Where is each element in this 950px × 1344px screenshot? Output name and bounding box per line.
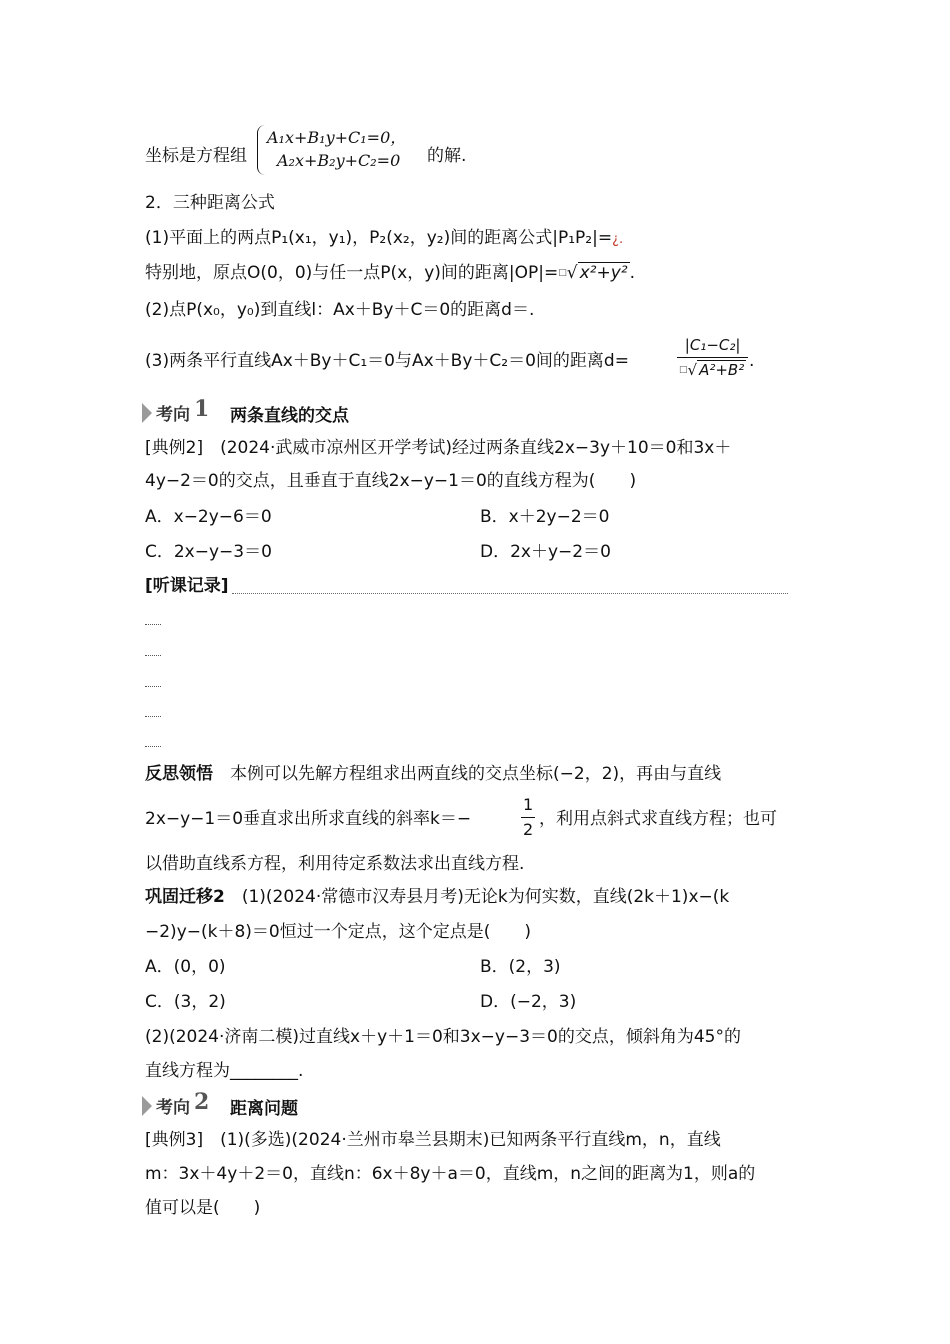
formula-3-fraction <box>677 333 748 382</box>
system-label: 坐标是方程组 <box>145 146 247 166</box>
system-equation-1: A₁x+B₁y+C₁=0， <box>267 128 407 147</box>
notes-dots-3 <box>145 686 161 687</box>
heading-title: 距离问题 <box>230 1099 298 1119</box>
section-title: 2．三种距离公式 <box>145 193 275 213</box>
notes-dots-1 <box>145 624 161 625</box>
left-brace <box>257 125 266 175</box>
notes-label: [听课记录] <box>145 576 229 596</box>
example-3-line-3: 值可以是( ) <box>145 1198 261 1218</box>
formula-parallel-lines <box>145 337 810 385</box>
option-a: A．x−2y−6＝0 <box>145 507 272 527</box>
example-2-options-row-2 <box>145 540 810 564</box>
option-b: B．(2，3) <box>480 957 561 977</box>
heading-tag: 考向 <box>156 1098 190 1118</box>
option-c: C．(3，2) <box>145 992 226 1012</box>
period: . <box>749 351 755 371</box>
practice-2-q2-line-1: (2)(2024·济南二模)过直线x＋y＋1＝0和3x−y−3＝0的交点，倾斜角为45°的 <box>145 1027 741 1047</box>
fraction-denominator: 2 <box>523 820 534 839</box>
example-3-line-2: m：3x＋4y＋2＝0，直线n：6x＋8y＋a＝0，直线m，n之间的距离为1，则a的 <box>145 1164 756 1184</box>
sqrt-expression: x²+y² <box>579 263 628 283</box>
formula-1-placeholder-glyph: ¿. <box>612 232 624 247</box>
notes-dots-4 <box>145 716 161 717</box>
notes-rule <box>232 593 788 594</box>
heading-number: 1 <box>194 396 210 422</box>
system-tail: 的解. <box>427 146 467 166</box>
triangle-icon <box>142 403 152 423</box>
heading-tag: 考向 <box>156 405 190 425</box>
section-heading-1 <box>142 396 642 426</box>
practice-2-line-2: −2)y−(k＋8)＝0恒过一个定点，这个定点是( ) <box>145 922 532 942</box>
formula-distance-two-points <box>145 226 810 252</box>
notes-dots-2 <box>145 655 161 656</box>
option-d: D．(−2，3) <box>480 992 577 1012</box>
reflection-line-1 <box>145 762 810 786</box>
formula-1-text: (1)平面上的两点P₁(x₁，y₁)，P₂(x₂，y₂)间的距离公式|P₁P₂|= <box>145 228 613 248</box>
reflection-line-3: 以借助直线系方程，利用待定系数法求出直线方程. <box>145 854 525 874</box>
practice-2-line-1 <box>145 885 810 909</box>
example-2-options-row-1 <box>145 505 810 529</box>
formula-3-denominator: □√ A²+B² <box>679 361 745 379</box>
option-a: A．(0，0) <box>145 957 226 977</box>
example-3-line-1: [典例3] (1)(多选)(2024·兰州市皋兰县期末)已知两条平行直线m，n，直线 <box>145 1130 721 1150</box>
reflection-line-2 <box>145 795 810 843</box>
practice-2-options-row-1 <box>145 955 810 979</box>
option-d: D．2x＋y−2＝0 <box>480 542 611 562</box>
reflection-text-2a: 2x−y−1＝0垂直求出所求直线的斜率k＝− <box>145 809 472 829</box>
formula-point-line-distance: (2)点P(x₀，y₀)到直线l：Ax＋By＋C＝0的距离d＝. <box>145 300 535 320</box>
reflection-label: 反思领悟 <box>145 764 213 784</box>
practice-2-q2-line-2: 直线方程为________. <box>145 1061 304 1081</box>
example-2-line-1: [典例2] (2024·武威市凉州区开学考试)经过两条直线2x−3y＋10＝0和3x＋ <box>145 438 732 458</box>
practice-label: 巩固迁移2 <box>145 887 225 907</box>
formula-3-text: (3)两条平行直线Ax＋By＋C₁＝0与Ax＋By＋C₂＝0间的距离d= <box>145 351 629 371</box>
equation-system <box>145 125 545 177</box>
option-c: C．2x−y−3＝0 <box>145 542 272 562</box>
triangle-icon <box>142 1096 152 1116</box>
system-equation-2: A₂x+B₂y+C₂=0 <box>277 151 401 170</box>
reflection-text-2b: ，利用点斜式求直线方程；也可 <box>539 809 777 829</box>
slope-fraction <box>521 793 535 842</box>
formula-special-case: 特别地，原点O(0，0)与任一点P(x，y)间的距离|OP|=□√ x²+y² . <box>145 263 636 283</box>
practice-2-options-row-2 <box>145 990 810 1014</box>
example-2-line-2: 4y−2＝0的交点，且垂直于直线2x−y−1＝0的直线方程为( ) <box>145 471 637 491</box>
fraction-numerator: 1 <box>521 793 535 818</box>
option-b: B．x＋2y−2＝0 <box>480 507 610 527</box>
practice-text-1: (1)(2024·常德市汉寿县月考)无论k为何实数，直线(2k＋1)x−(k <box>241 887 730 907</box>
heading-number: 2 <box>194 1089 210 1115</box>
formula-3-den-expr: A²+B² <box>699 361 745 379</box>
formula-special-text: 特别地，原点O(0，0)与任一点P(x，y)间的距离|OP|= <box>145 263 559 283</box>
heading-title: 两条直线的交点 <box>230 406 349 426</box>
section-heading-2 <box>142 1089 642 1119</box>
notes-dots-5 <box>145 746 161 747</box>
reflection-text-1: 本例可以先解方程组求出两直线的交点坐标(−2，2)，再由与直线 <box>230 764 722 784</box>
formula-3-numerator: |C₁−C₂| <box>677 333 748 358</box>
box-glyph: □ <box>558 268 567 278</box>
